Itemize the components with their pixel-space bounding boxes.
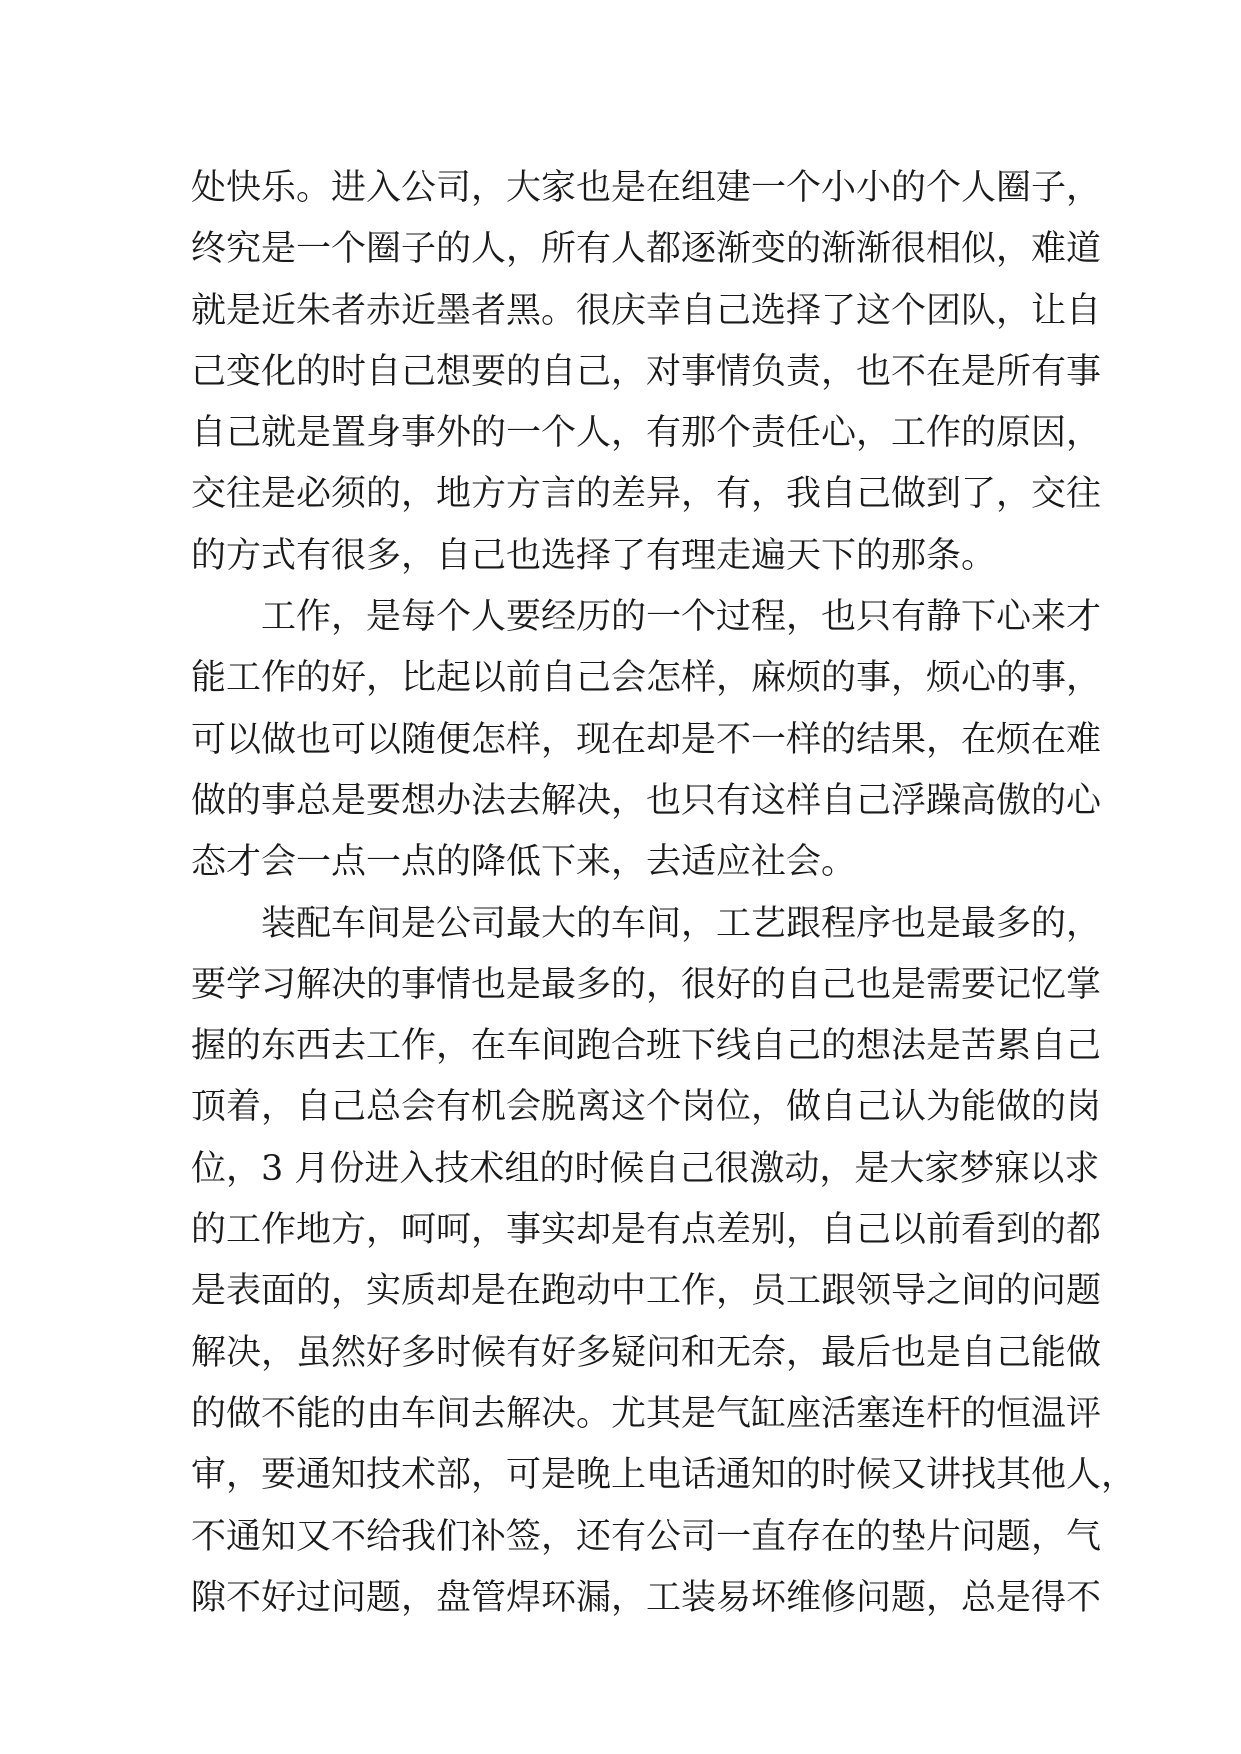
text-line: 位，3 月份进入技术组的时候自己很激动，是大家梦寐以求 <box>191 1148 1100 1189</box>
text-line: 审，要通知技术部，可是晚上电话通知的时候又讲找其他人， <box>191 1455 1137 1496</box>
text-line: 解决，虽然好多时候有好多疑问和无奈，最后也是自己能做 <box>191 1332 1102 1373</box>
text-line: 做的事总是要想办法去解决，也只有这样自己浮躁高傲的心 <box>191 780 1102 821</box>
text-line: 自己就是置身事外的一个人，有那个责任心，工作的原因， <box>191 413 1102 454</box>
text-line: 己变化的时自己想要的自己，对事情负责，也不在是所有事 <box>191 351 1102 392</box>
document-body <box>191 158 1137 1629</box>
text-line: 处快乐。进入公司，大家也是在组建一个小小的个人圈子， <box>191 168 1102 208</box>
text-line: 是表面的，实质却是在跑动中工作，员工跟领导之间的问题 <box>191 1271 1102 1312</box>
text-line: 顶着，自己总会有机会脱离这个岗位，做自己认为能做的岗 <box>191 1087 1102 1128</box>
text-line: 握的东西去工作，在车间跑合班下线自己的想法是苦累自己 <box>191 1026 1102 1067</box>
text-line: 隙不好过问题，盘管焊环漏，工装易坏维修问题，总是得不 <box>191 1577 1102 1618</box>
paragraph-start-line: 装配车间是公司最大的车间，工艺跟程序也是最多的， <box>261 903 1102 944</box>
text-line: 的方式有很多，自己也选择了有理走遍天下的那条。 <box>191 535 997 576</box>
text-line: 不通知又不给我们补签，还有公司一直存在的垫片问题，气 <box>191 1516 1102 1557</box>
text-line: 交往是必须的，地方方言的差异，有，我自己做到了，交往 <box>191 474 1102 515</box>
text-line: 的做不能的由车间去解决。尤其是气缸座活塞连杆的恒温评 <box>191 1393 1102 1434</box>
text-line: 可以做也可以随便怎样，现在却是不一样的结果，在烦在难 <box>191 719 1102 760</box>
paragraph-start-line: 工作，是每个人要经历的一个过程，也只有静下心来才 <box>261 597 1102 638</box>
text-line: 要学习解决的事情也是最多的，很好的自己也是需要记忆掌 <box>191 964 1102 1005</box>
text-line: 态才会一点一点的降低下来，去适应社会。 <box>191 842 857 883</box>
text-line: 的工作地方，呵呵，事实却是有点差别，自己以前看到的都 <box>191 1210 1102 1251</box>
text-line: 能工作的好，比起以前自己会怎样，麻烦的事，烦心的事， <box>191 658 1102 699</box>
text-line: 终究是一个圈子的人，所有人都逐渐变的渐渐很相似，难道 <box>191 229 1102 270</box>
text-line: 就是近朱者赤近墨者黑。很庆幸自己选择了这个团队，让自 <box>191 290 1102 331</box>
